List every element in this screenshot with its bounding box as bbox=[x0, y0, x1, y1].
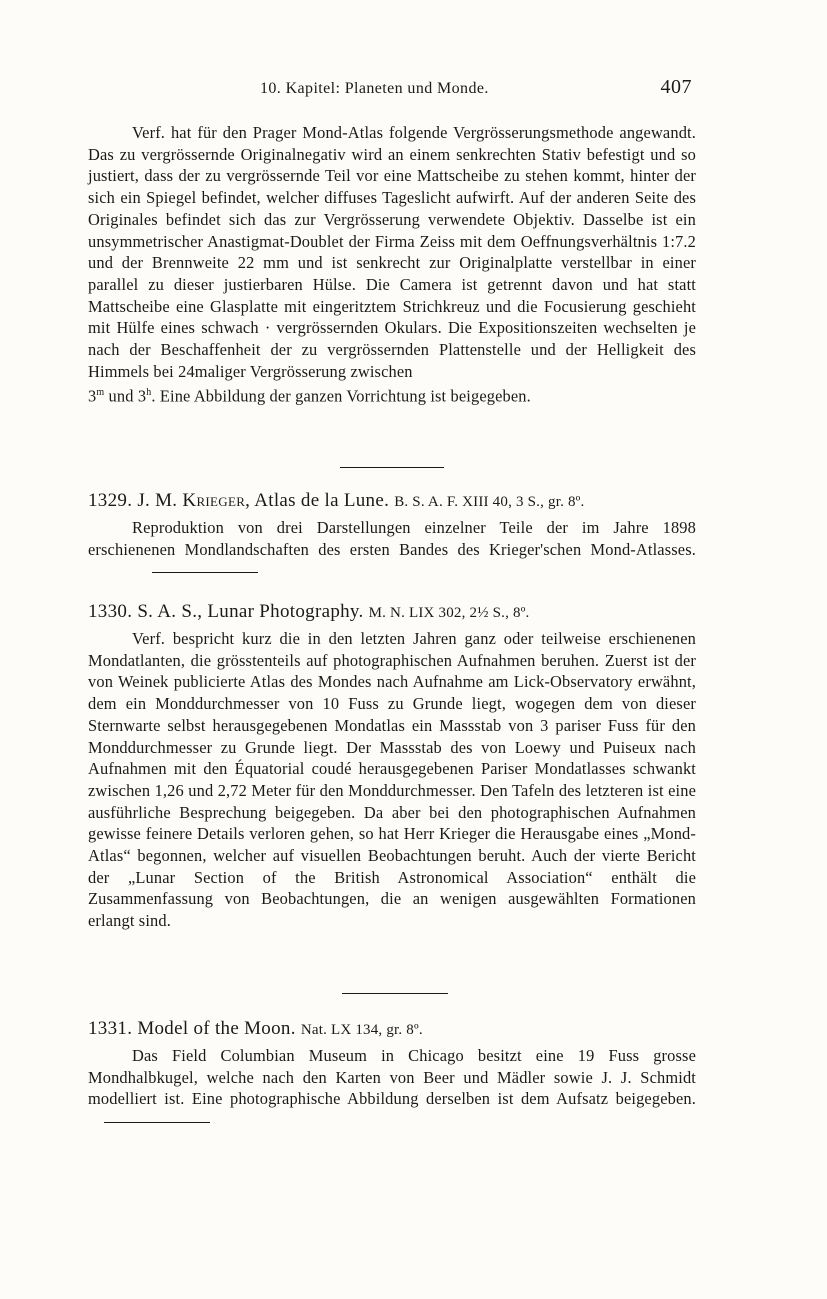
entry-title: Model of the Moon. bbox=[137, 1018, 296, 1039]
entry-title: Atlas de la Lune. bbox=[254, 490, 390, 511]
entry-end-rule bbox=[152, 572, 258, 573]
entry-end-rule bbox=[104, 1122, 210, 1123]
entry-body: Reproduktion von drei Darstellungen einzelner Teile der im Jahre 1898 erschienenen Mondlandschaften des ersten Bandes des Krieger'schen Mond-Atlasses. bbox=[88, 517, 696, 582]
entry-reference: B. S. A. F. XIII 40, 3 S., gr. 8º. bbox=[394, 494, 585, 510]
entry-reference: M. N. LIX 302, 2½ S., 8º. bbox=[368, 605, 530, 621]
running-head: 10. Kapitel: Planeten und Monde. bbox=[260, 80, 489, 97]
intro-section bbox=[88, 122, 696, 408]
entry-heading: 1330. S. A. S., Lunar Photography. M. N. LIX 302, 2½ S., 8º. bbox=[88, 601, 530, 622]
intro-paragraph bbox=[88, 122, 696, 408]
entry-heading: 1331. Model of the Moon. Nat. LX 134, gr. 8º. bbox=[88, 1018, 423, 1039]
entry-1330 bbox=[88, 600, 696, 932]
entry-1329 bbox=[88, 489, 696, 582]
entry-reference: Nat. LX 134, gr. 8º. bbox=[300, 1022, 423, 1038]
page-number: 407 bbox=[660, 76, 692, 98]
entry-heading: 1329. J. M. Krieger, Atlas de la Lune. B. S. A. F. XIII 40, 3 S., gr. 8º. bbox=[88, 490, 585, 511]
entry-title: Lunar Photography. bbox=[207, 601, 364, 622]
section-divider bbox=[340, 467, 444, 468]
entry-body: Das Field Columbian Museum in Chicago besitzt eine 19 Fuss grosse Mondhalbkugel, welche nach den Karten von Beer und Mädler sowie J. J. Schmidt modelliert ist. Eine photographische Abbildung derselben ist dem Aufsatz beigegeben. bbox=[88, 1045, 696, 1132]
exposure-range-line: 3$^m$ und 3$^h$. Eine Abbildung der ganzen Vorrichtung ist beigegeben. bbox=[88, 386, 531, 406]
section-divider bbox=[342, 993, 448, 994]
intro-paragraph-text: Verf. hat für den Prager Mond-Atlas folgende Vergrösserungsmethode angewandt. Das zu vergrössernde Originalnegativ wird an einem senkrechten Stativ befestigt und so justiert, dass der zu vergrössernde Teil vor eine Mattscheibe zu stehen kommt, hinter der sich ein Spiegel befindet, welcher diffuses Tageslicht aufwirft. Auf der anderen Seite des Originales befindet sich das zur Vergrösserung verwendete Objektiv. Dasselbe ist ein unsymmetrischer Anastigmat-Doublet der Firma Zeiss mit dem Oeffnungsverhältnis 1:7.2 und der Brennweite 22 mm und ist senkrecht zur Originalplatte verstellbar in einer parallel zu dieser justierbaren Hülse. Die Camera ist getrennt davon und hat statt Mattscheibe eine Glasplatte mit eingeritztem Strichkreuz und die Focusierung geschieht mit Hülfe eines schwach · vergrössernden Okulars. Die Expositionszeiten wechselten je nach der Beschaffenheit der zu vergrössernden Plattenstelle und der Helligkeit des Himmels bei 24maliger Vergrösserung zwischen bbox=[88, 123, 696, 381]
entry-body: Verf. bespricht kurz die in den letzten Jahren ganz oder teilweise erschienenen Mondatlanten, die grösstenteils auf photographischen Aufnahmen beruhen. Zuerst ist der von Weinek publicierte Atlas des Mondes nach Aufnahme am Lick-Observatory erwähnt, dem ein Monddurchmesser von 10 Fuss zu Grunde liegt, wogegen dem von dieser Sternwarte selbst herausgegebenen Mondatlas ein Massstab von 3 pariser Fuss für den Monddurchmesser zu Grunde liegt. Der Massstab des von Loewy und Puiseux nach Aufnahmen mit den Équatorial coudé herausgegebenen Pariser Mondatlasses schwankt zwischen 1,26 und 2,72 Meter für den Monddurchmesser. Den Tafeln des letzteren ist eine ausführliche Besprechung beigegeben. Da aber bei den photographischen Aufnahmen gewisse feinere Details verloren gehen, so hat Herr Krieger die Herausgabe eines „Mond-Atlas“ begonnen, welcher auf visuellen Beobachtungen beruht. Auch der vierte Bericht der „Lunar Section of the British Astronomical Association“ enthält die Zusammenfassung von Beobachtungen, die an wenigen ausgewählten Formationen erlangt sind. bbox=[88, 629, 696, 931]
author-name: Krieger, bbox=[182, 490, 251, 511]
page-header bbox=[88, 78, 696, 102]
entry-1331 bbox=[88, 1017, 696, 1132]
